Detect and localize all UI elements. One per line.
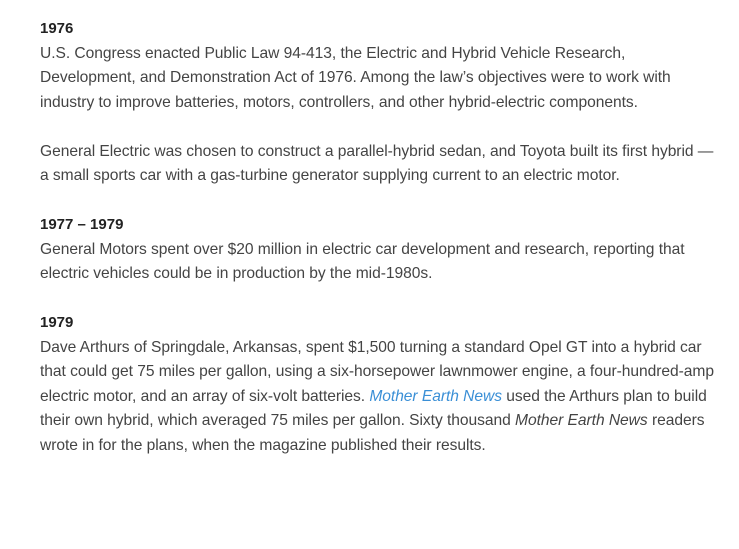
- year-heading-1979: 1979: [40, 314, 74, 331]
- paragraph-text-part: used the Arthurs plan to build their own hybrid, which averaged 75 miles per gallon. Sixty thousand: [40, 387, 707, 429]
- year-heading-1976: 1976: [40, 20, 74, 37]
- paragraph-text-part: Dave Arthurs of Springdale, Arkansas, spent $1,500 turning a standard Opel GT into a hybrid car that could get 75 miles per gallon, using a six-horsepower lawnmower engine, a four-hundred-amp electric motor, and an array of six-volt batteries.: [40, 338, 714, 405]
- paragraph-1976-law: U.S. Congress enacted Public Law 94-413, the Electric and Hybrid Vehicle Research, Development, and Demonstration Act of 1976. Among the law’s objectives were to work with industry to improve batteries, motors, controllers, and other hybrid-electric components.: [40, 44, 671, 111]
- paragraph-1979-arthurs: [40, 336, 720, 459]
- paragraph-text-part: readers wrote in for the plans, when the magazine published their results.: [40, 412, 705, 454]
- publication-name-italic: Mother Earth News: [515, 412, 648, 429]
- paragraph-1976-ge-toyota: General Electric was chosen to construct a parallel-hybrid sedan, and Toyota built its first hybrid — a small sports car with a gas-turbine generator supplying current to an electric motor.: [40, 142, 714, 184]
- year-heading-1977-1979: 1977 – 1979: [40, 216, 124, 233]
- mother-earth-news-link[interactable]: Mother Earth News: [369, 387, 502, 405]
- paragraph-1977-gm: General Motors spent over $20 million in electric car development and research, reporting that electric vehicles could be in production by the mid-1980s.: [40, 240, 685, 282]
